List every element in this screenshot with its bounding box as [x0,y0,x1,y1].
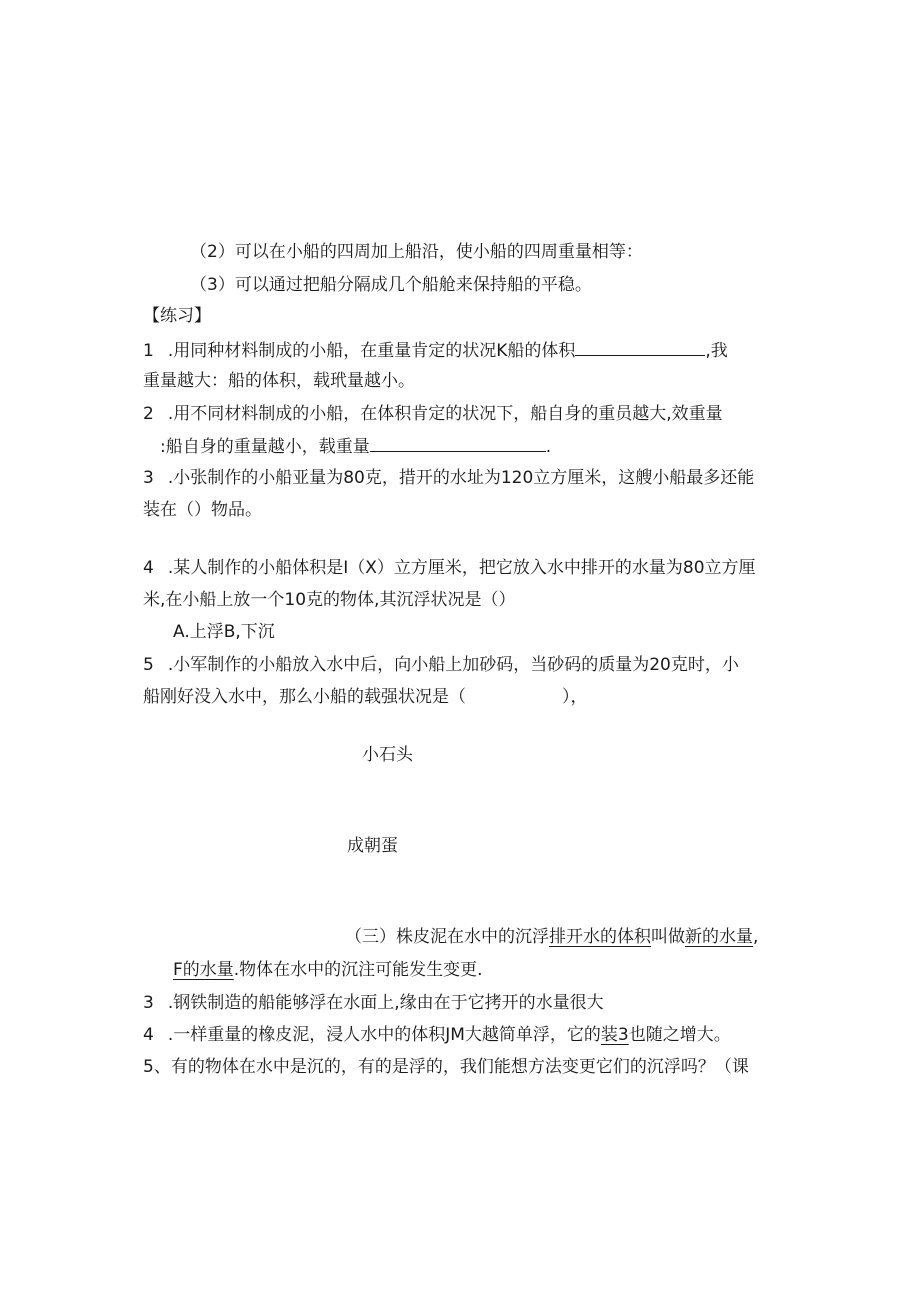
review-3-text: .钢铁制造的船能够浮在水面上,缘由在于它拷开的水量很大 [167,993,604,1013]
section-3-line-2 [173,958,483,982]
question-5-number: 5 [143,655,154,675]
method-2-line: （2）可以在小船的四周加上船沿，使小船的四周重量相等： [190,242,643,262]
method-3-line: （3）可以通过把船分隔成几个船舱来保持船的平稳。 [190,275,592,295]
question-2-number: 2 [143,404,154,424]
item-egg: 成朝蛋 [347,836,398,856]
question-4-line-2: 米,在小船上放一个10克的物体,其沉浮状况是（） [143,590,516,610]
question-2-line-2 [160,434,551,459]
question-4-text: .某人制作的小船体积是I（X）立方厘米，把它放入水中排开的水量为80立方厘 [167,558,756,578]
question-4-line-1 [143,556,756,580]
practice-heading: 【练习】 [143,306,211,326]
question-5-end: ）， [562,687,588,707]
question-1-number: 1 [143,341,154,361]
question-1-text-end: ,我 [705,341,728,361]
review-4-number: 4 [143,1025,154,1045]
question-1-line-2: 重量越大：船的体积，载玳量越小。 [143,371,415,391]
section-3-underline-2: 新的水量 [685,927,753,947]
question-4-options: A.上浮B,下沉 [173,622,275,642]
question-1-text: .用同种材料制成的小船，在重量肯定的状况K船的体积 [167,341,576,361]
question-1-blank[interactable] [575,338,705,356]
question-3-line-1 [143,466,754,490]
question-2-text-2: :船自身的重量越小，载重量 [160,437,370,457]
section-3-underline-1: 排开水的体积 [549,927,651,947]
section-3-line-1 [345,925,758,949]
question-4-number: 4 [143,558,154,578]
question-3-number: 3 [143,468,154,488]
section-3-text: 叫做 [651,927,685,947]
review-4-underline: 装3 [600,1025,629,1045]
question-1-line-1 [143,338,728,363]
section-3-underline-3: F的水量 [173,960,234,980]
section-3-text-2: .物体在水中的沉注可能发生变更. [233,960,483,980]
section-3-comma: , [753,927,759,947]
review-3-number: 3 [143,993,154,1013]
question-5-text: .小军制作的小船放入水中后，向小船上加砂码，当砂码的质量为20克时，小 [167,655,739,675]
question-5-line-1 [143,653,739,677]
question-2-blank[interactable] [370,434,546,452]
review-4-line [143,1023,731,1047]
question-2-line-1 [143,402,723,426]
item-stone: 小石头 [362,745,413,765]
question-2-text: .用不同材料制成的小船，在体积肯定的状况下，船自身的重员越大,效重量 [167,404,723,424]
question-3-text: .小张制作的小船亚量为80克，措开的水址为120立方厘米，这艘小船最多还能 [167,468,755,488]
review-5-line: 5、有的物体在水中是沉的，有的是浮的，我们能想方法变更它们的沉浮吗？（课 [143,1057,749,1077]
review-4-text: .一样重量的橡皮泥，浸人水中的体积JM大越简单浮，它的 [167,1025,601,1045]
question-5-text-2: 船刚好没入水中，那么小船的载强状况是（ [143,687,466,707]
question-2-end: . [545,437,552,457]
review-4-text-end: 也随之增大。 [628,1025,731,1045]
question-5-line-2 [143,685,588,709]
question-3-line-2: 装在（）物品。 [143,500,262,520]
review-3-line [143,991,604,1015]
section-3-title: （三）株皮泥在水中的沉浮 [345,927,549,947]
